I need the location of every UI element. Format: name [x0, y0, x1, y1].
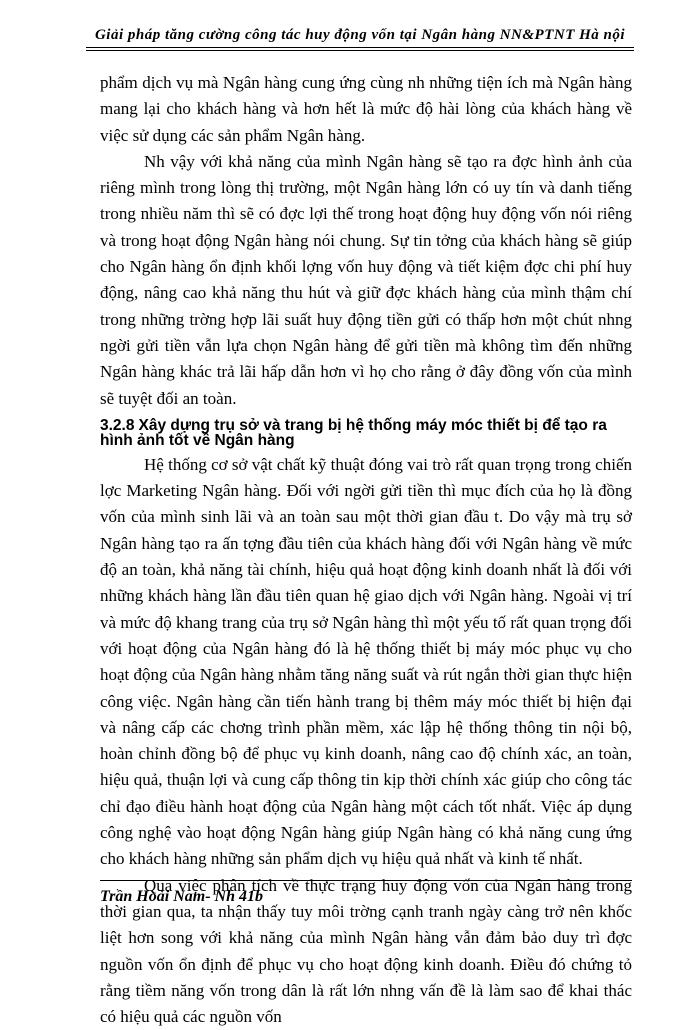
footer-rule: [100, 880, 632, 881]
paragraph: Nh vậy với khả năng của mình Ngân hàng sẽ tạo ra đợc hình ảnh của riêng mình trong lòng thị trường, một Ngân hàng lớn có uy tín và danh tiếng trong nhiều năm thì sẽ có đợc lợi thế trong hoạt động huy động vốn nói riêng và trong hoạt động Ngân hàng nói chung. Sự tin tởng của khách hàng sẽ giúp cho Ngân hàng ổn định khối lợng vốn huy động và tiết kiệm đợc chi phí huy động, nâng cao khả năng thu hút và giữ đợc khách hàng của mình thậm chí trong những trờng hợp lãi suất huy động tiền gửi có thấp hơn một chút nhng ngời gửi tiền vẫn lựa chọn Ngân hàng để gửi tiền mà không tìm đến những Ngân hàng khác trả lãi hấp dẫn hơn vì họ cho rằng ở đây đồng vốn của mình sẽ tuyệt đối an toàn.: [100, 151, 632, 408]
header-rule-secondary: [86, 50, 634, 51]
paragraph: Hệ thống cơ sở vật chất kỹ thuật đóng vai trò rất quan trọng trong chiến lợc Marketing Ngân hàng. Đối với ngời gửi tiền thì mục đích của họ là đồng vốn của mình sinh lãi và an toàn sau một thời gian đầu t. Do vậy mà trụ sở Ngân hàng tạo ra ấn tợng đầu tiên của khách hàng đối với Ngân hàng về mức độ an toàn, khả năng tài chính, hiệu quả hoạt động kinh doanh nhất là đối với những khách hàng lần đầu tiên quan hệ giao dịch với Ngân hàng. Ngoài vị trí và mức độ khang trang của trụ sở Ngân hàng thì một yếu tố rất quan trọng đối với hoạt động của Ngân hàng đó là hệ thống thiết bị máy móc phục vụ cho hoạt động của Ngân hàng nhằm tăng năng suất và rút ngắn thời gian thực hiện công việc. Ngân hàng cần tiến hành trang bị thêm máy móc thiết bị hiện đại và nâng cấp các chơng trình phần mềm, xác lập hệ thống thông tin nội bộ, hoàn chỉnh đồng bộ để phục vụ kinh doanh, nâng cao độ chính xác, an toàn, hiệu quả, thuận lợi và cung cấp thông tin kịp thời chính xác giúp cho công tác chỉ đạo điều hành hoạt động của Ngân hàng một cách tốt nhất. Việc áp dụng công nghệ vào hoạt động Ngân hàng giúp Ngân hàng có khả năng cung ứng cho khách hàng những sản phẩm dịch vụ hiệu quả nhất và kinh tế nhất.: [100, 454, 632, 869]
header-rule: [86, 47, 634, 48]
paragraph: Qua việc phân tích về thực trạng huy động vốn của Ngân hàng trong thời gian qua, ta nhận thấy tuy môi trờng cạnh tranh ngày càng trở nên khốc liệt hơn song với khả năng của mình Ngân hàng vẫn đảm bảo duy trì đợc nguồn vốn ổn định để phục vụ cho hoạt động kinh doanh. Điều đó chứng tỏ rằng tiềm năng vốn trong dân là rất lớn nhng vấn đề là làm sao để khai thác có hiệu quả các nguồn vốn: [100, 875, 632, 1027]
paragraph-continuation: phẩm dịch vụ mà Ngân hàng cung ứng cùng nh những tiện ích mà Ngân hàng mang lại cho khách hàng và hơn hết là mức độ hài lòng của khách hàng về việc sử dụng các sản phẩm Ngân hàng.: [100, 73, 632, 145]
running-header: Giải pháp tăng cường công tác huy động vốn tại Ngân hàng NN&PTNT Hà nội: [94, 27, 626, 43]
footer-author: Trần Hoài Nam- Nh 41b: [100, 888, 263, 905]
section-heading: [100, 418, 632, 448]
section-title: Xây dựng trụ sở và trang bị hệ thống máy móc thiết bị để tạo ra hình ảnh tốt về Ngân hàng: [100, 416, 607, 449]
section-number: 3.2.8: [100, 416, 135, 434]
